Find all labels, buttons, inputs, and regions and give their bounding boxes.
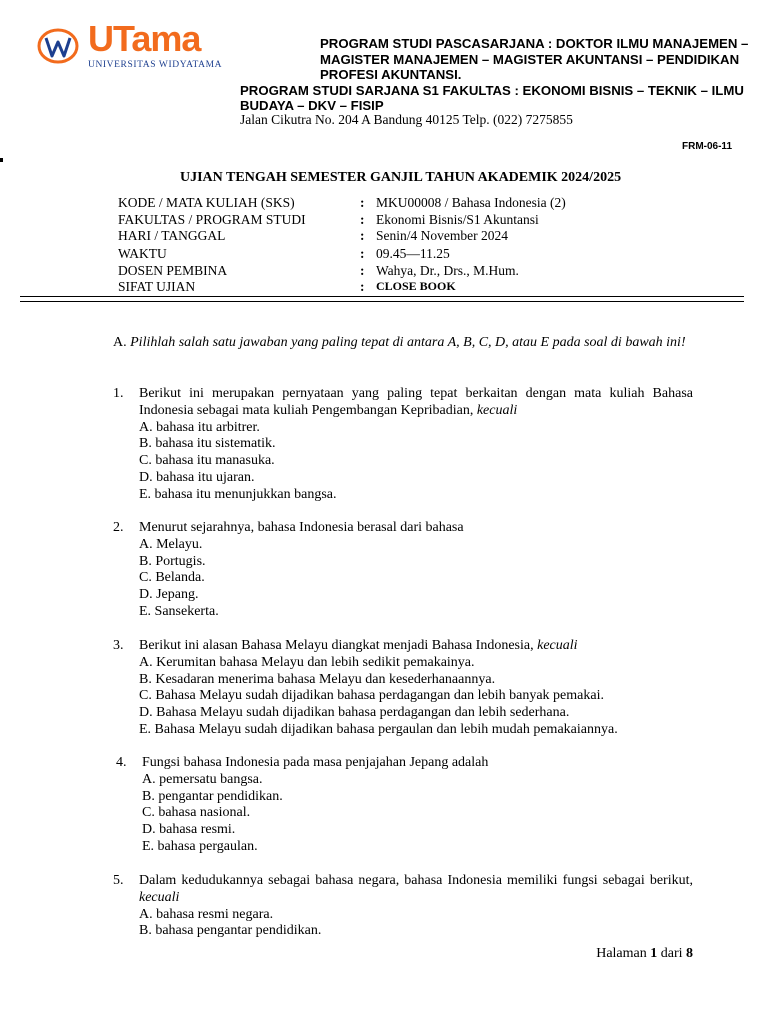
question-text: Fungsi bahasa Indonesia pada masa penjajahan Jepang adalah bbox=[142, 755, 489, 770]
question-number: 3. bbox=[113, 638, 124, 653]
logo-subtitle: UNIVERSITAS WIDYATAMA bbox=[88, 60, 223, 70]
question-item bbox=[113, 873, 693, 940]
info-value: MKU00008 / Bahasa Indonesia (2) bbox=[376, 195, 566, 210]
answer-option[interactable]: B. Kesadaran menerima bahasa Melayu dan kesederhanaannya. bbox=[139, 671, 496, 687]
answer-option[interactable]: E. Sansekerta. bbox=[139, 603, 219, 619]
info-colon: : bbox=[360, 279, 365, 294]
info-key: KODE / MATA KULIAH (SKS) bbox=[118, 195, 295, 210]
header-line-3: PROFESI AKUNTANSI. bbox=[320, 67, 462, 82]
answer-option[interactable]: E. bahasa itu menunjukkan bangsa. bbox=[139, 486, 337, 502]
answer-option[interactable]: B. bahasa pengantar pendidikan. bbox=[139, 923, 322, 939]
answer-option[interactable]: C. Bahasa Melayu sudah dijadikan bahasa perdagangan dan lebih banyak pemakai. bbox=[139, 688, 604, 704]
info-colon: : bbox=[360, 262, 365, 278]
answer-option[interactable]: C. Belanda. bbox=[139, 570, 205, 586]
page-footer bbox=[596, 946, 693, 962]
question-text: Berikut ini alasan Bahasa Melayu diangkat menjadi Bahasa Indonesia, bbox=[139, 638, 534, 653]
question-text-block bbox=[139, 638, 693, 655]
answer-option[interactable]: A. bahasa resmi negara. bbox=[139, 906, 274, 922]
answer-option[interactable]: D. Bahasa Melayu sudah dijadikan bahasa perdagangan dan lebih sederhana. bbox=[139, 705, 570, 721]
section-label: A. bbox=[113, 335, 127, 350]
footer-page: 1 bbox=[650, 946, 658, 961]
info-value: Senin/4 November 2024 bbox=[376, 228, 508, 243]
question-number: 4. bbox=[116, 755, 127, 770]
question-number: 5. bbox=[113, 873, 124, 888]
footer-total: 8 bbox=[686, 946, 693, 961]
answer-option[interactable]: E. bahasa pergaulan. bbox=[142, 838, 258, 854]
question-text-block bbox=[139, 520, 693, 537]
section-instruction bbox=[113, 334, 693, 351]
question-item bbox=[113, 638, 693, 739]
address: Jalan Cikutra No. 204 A Bandung 40125 Telp. (022) 7275855 bbox=[240, 112, 573, 127]
exam-title: UJIAN TENGAH SEMESTER GANJIL TAHUN AKADEMIK 2024/2025 bbox=[180, 170, 622, 185]
answer-option[interactable]: C. bahasa itu manasuka. bbox=[139, 453, 275, 469]
info-colon: : bbox=[360, 195, 365, 210]
question-text: Berikut ini merupakan pernyataan yang paling tepat berkaitan dengan mata kuliah Bahasa Indonesia sebagai mata kuliah Pengembangan Kepribadian, bbox=[139, 386, 693, 418]
info-value: Ekonomi Bisnis/S1 Akuntansi bbox=[376, 211, 539, 227]
answer-option[interactable]: E. Bahasa Melayu sudah dijadikan bahasa pergaulan dan lebih mudah pemakaiannya. bbox=[139, 721, 618, 737]
university-logo bbox=[36, 18, 236, 74]
question-number: 2. bbox=[113, 520, 124, 535]
question-text-block bbox=[139, 386, 693, 420]
question-text: Dalam kedudukannya sebagai bahasa negara, bahasa Indonesia memiliki fungsi sebagai berikut, bbox=[139, 873, 693, 888]
info-colon: : bbox=[360, 228, 365, 243]
info-key: FAKULTAS / PROGRAM STUDI bbox=[118, 211, 306, 227]
logo-brand-text: UTama bbox=[88, 18, 201, 59]
answer-option[interactable]: B. Portugis. bbox=[139, 553, 206, 569]
question-number: 1. bbox=[113, 386, 124, 401]
answer-option[interactable]: D. bahasa resmi. bbox=[142, 822, 236, 838]
info-value: 09.45—11.25 bbox=[376, 246, 450, 261]
answer-option[interactable]: D. Jepang. bbox=[139, 587, 199, 603]
info-key: HARI / TANGGAL bbox=[118, 228, 226, 243]
question-item bbox=[113, 520, 693, 621]
question-text: Menurut sejarahnya, bahasa Indonesia berasal dari bahasa bbox=[139, 520, 464, 535]
footer-prefix: Halaman bbox=[596, 946, 647, 961]
divider-line-thick bbox=[20, 301, 744, 302]
info-colon: : bbox=[360, 246, 365, 261]
answer-option[interactable]: A. bahasa itu arbitrer. bbox=[139, 419, 260, 435]
header-line-2: MAGISTER MANAJEMEN – MAGISTER AKUNTANSI – PENDIDIKAN bbox=[320, 51, 740, 67]
info-colon: : bbox=[360, 211, 365, 227]
header-line-5: BUDAYA – DKV – FISIP bbox=[240, 98, 384, 113]
answer-option[interactable]: A. Kerumitan bahasa Melayu dan lebih sedikit pemakainya. bbox=[139, 654, 475, 670]
section-instruction-text: Pilihlah salah satu jawaban yang paling tepat di antara A, B, C, D, atau E pada soal di bawah ini! bbox=[130, 335, 686, 350]
form-code: FRM-06-11 bbox=[681, 141, 732, 152]
header-line-4: PROGRAM STUDI SARJANA S1 FAKULTAS : EKONOMI BISNIS – TEKNIK – ILMU bbox=[240, 82, 744, 98]
question-item bbox=[116, 755, 696, 856]
margin-mark bbox=[0, 158, 3, 162]
footer-middle: dari bbox=[660, 946, 683, 961]
question-emphasis: kecuali bbox=[537, 638, 578, 653]
question-text-block bbox=[139, 873, 693, 907]
question-text-block bbox=[142, 755, 696, 772]
header-line-1: PROGRAM STUDI PASCASARJANA : DOKTOR ILMU MANAJEMEN – bbox=[320, 36, 749, 51]
info-value: Wahya, Dr., Drs., M.Hum. bbox=[376, 262, 519, 278]
info-key: SIFAT UJIAN bbox=[118, 279, 196, 294]
answer-option[interactable]: B. bahasa itu sistematik. bbox=[139, 436, 276, 452]
divider-line bbox=[20, 296, 744, 297]
answer-option[interactable]: D. bahasa itu ujaran. bbox=[139, 469, 255, 485]
question-emphasis: kecuali bbox=[476, 402, 518, 418]
question-emphasis: kecuali bbox=[139, 889, 180, 905]
widyatama-emblem-icon bbox=[36, 26, 80, 66]
answer-option[interactable]: A. pemersatu bangsa. bbox=[142, 771, 263, 787]
info-key: DOSEN PEMBINA bbox=[118, 262, 228, 278]
answer-option[interactable]: A. Melayu. bbox=[139, 536, 203, 552]
answer-option[interactable]: B. pengantar pendidikan. bbox=[142, 788, 283, 804]
answer-option[interactable]: C. bahasa nasional. bbox=[142, 805, 251, 821]
question-item bbox=[113, 386, 693, 504]
info-key: WAKTU bbox=[118, 246, 167, 261]
info-value: CLOSE BOOK bbox=[376, 279, 456, 293]
